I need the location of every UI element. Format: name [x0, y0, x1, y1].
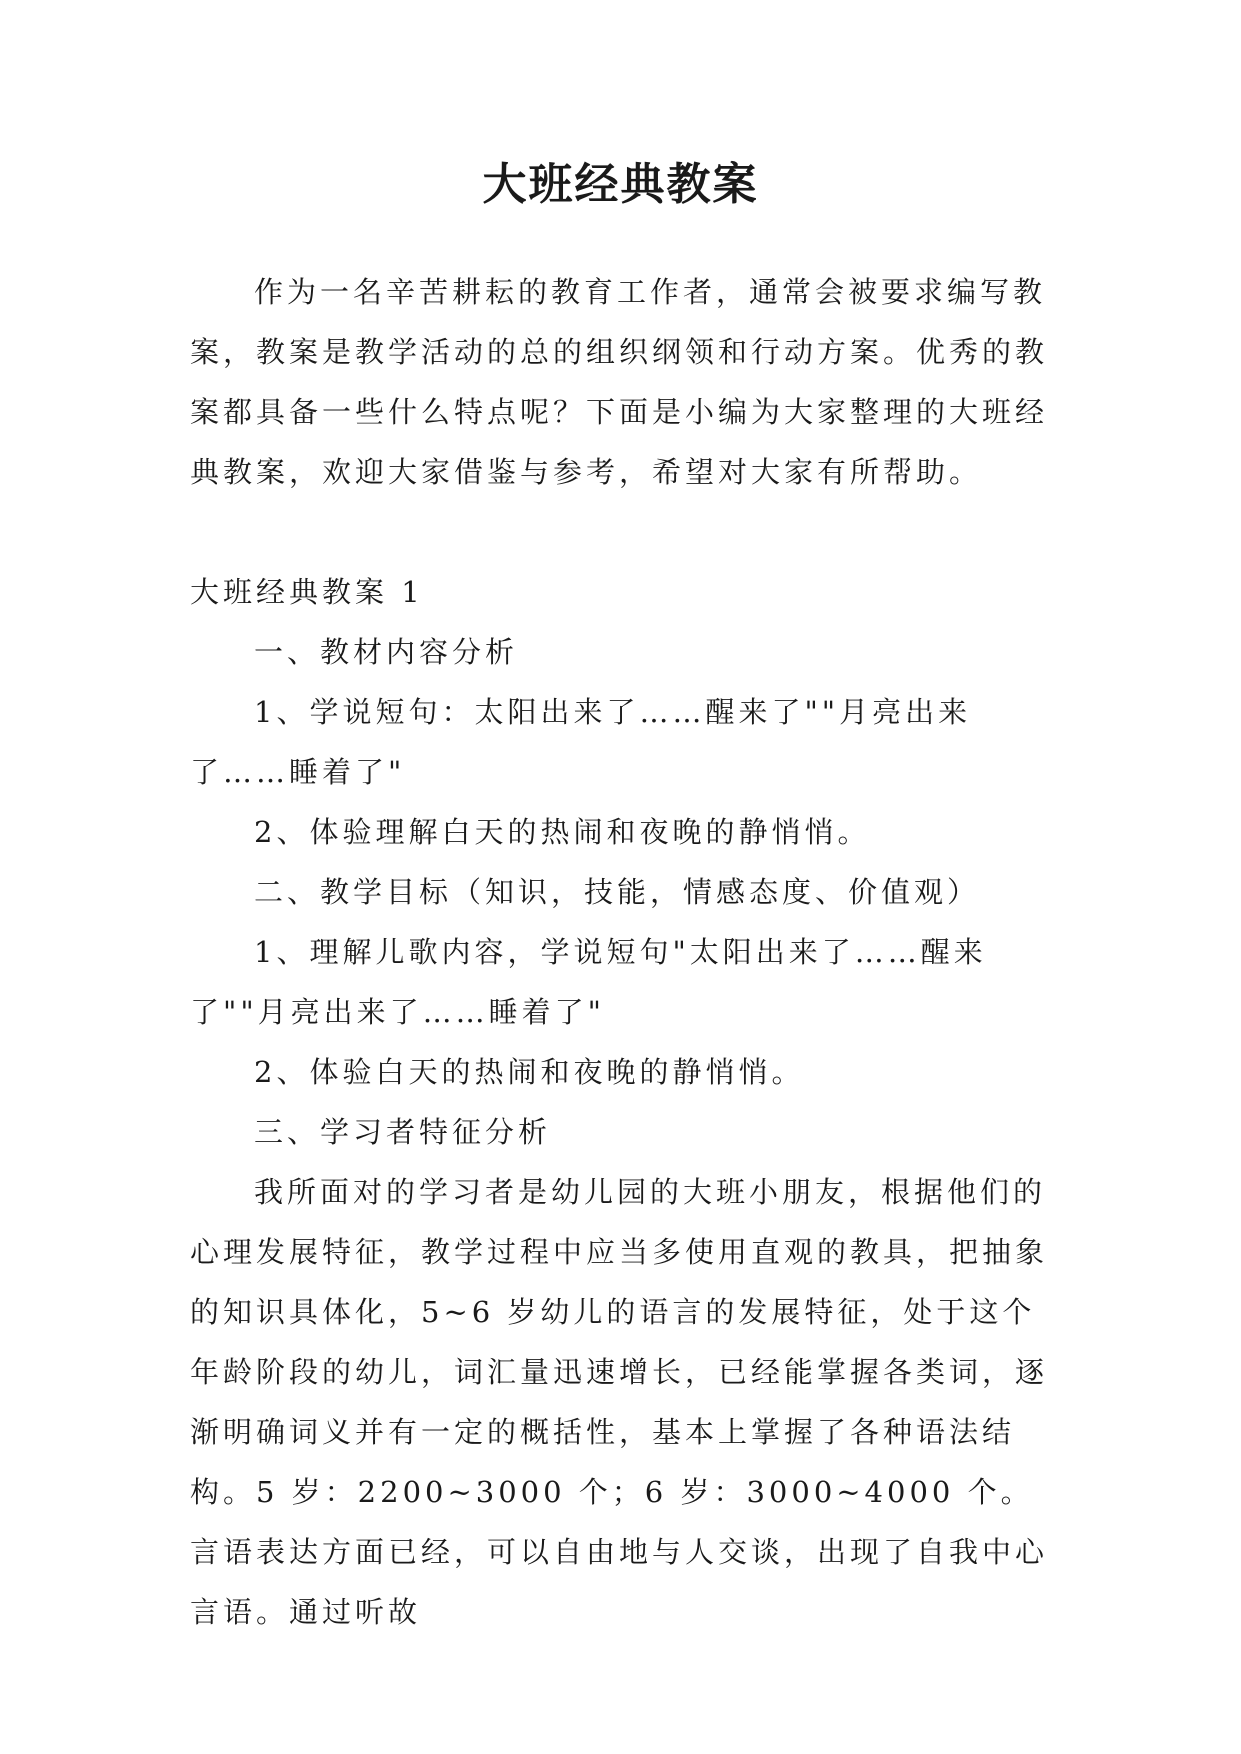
- list-item-goal-2: 2、体验白天的热闹和夜晚的静悄悄。: [254, 1055, 805, 1089]
- list-item-content-2: 2、体验理解白天的热闹和夜晚的静悄悄。: [254, 815, 871, 849]
- heading-materials-analysis: 一、教材内容分析: [254, 635, 519, 669]
- document-body: [190, 262, 1052, 1642]
- heading-teaching-goals: 二、教学目标（知识，技能，情感态度、价值观）: [254, 875, 981, 909]
- intro-paragraph: 作为一名辛苦耕耘的教育工作者，通常会被要求编写教案，教案是教学活动的总的组织纲领和行动方案。优秀的教案都具备一些什么特点呢？下面是小编为大家整理的大班经典教案，欢迎大家借鉴与参考，希望对大家有所帮助。: [190, 275, 1049, 489]
- heading-learner-analysis: 三、学习者特征分析: [254, 1115, 552, 1149]
- section-heading: 大班经典教案 1: [190, 575, 424, 609]
- document-title: 大班经典教案: [482, 159, 759, 210]
- learner-analysis-paragraph: 我所面对的学习者是幼儿园的大班小朋友，根据他们的心理发展特征，教学过程中应当多使用直观的教具，把抽象的知识具体化，5~6 岁幼儿的语言的发展特征，处于这个年龄阶段的幼儿，词汇量迅速增长，已经能掌握各类词，逐渐明确词义并有一定的概括性，基本上掌握了各种语法结构。5 岁：2200~3000 个；6 岁：3000~4000 个。言语表达方面已经，可以自由地与人交谈，出现了自我中心言语。通过听故: [190, 1175, 1049, 1629]
- list-item-goal-1: 1、理解儿歌内容，学说短句"太阳出来了……醒来了""月亮出来了……睡着了": [190, 935, 987, 1029]
- list-item-content-1: 1、学说短句：太阳出来了……醒来了""月亮出来了……睡着了": [190, 695, 972, 789]
